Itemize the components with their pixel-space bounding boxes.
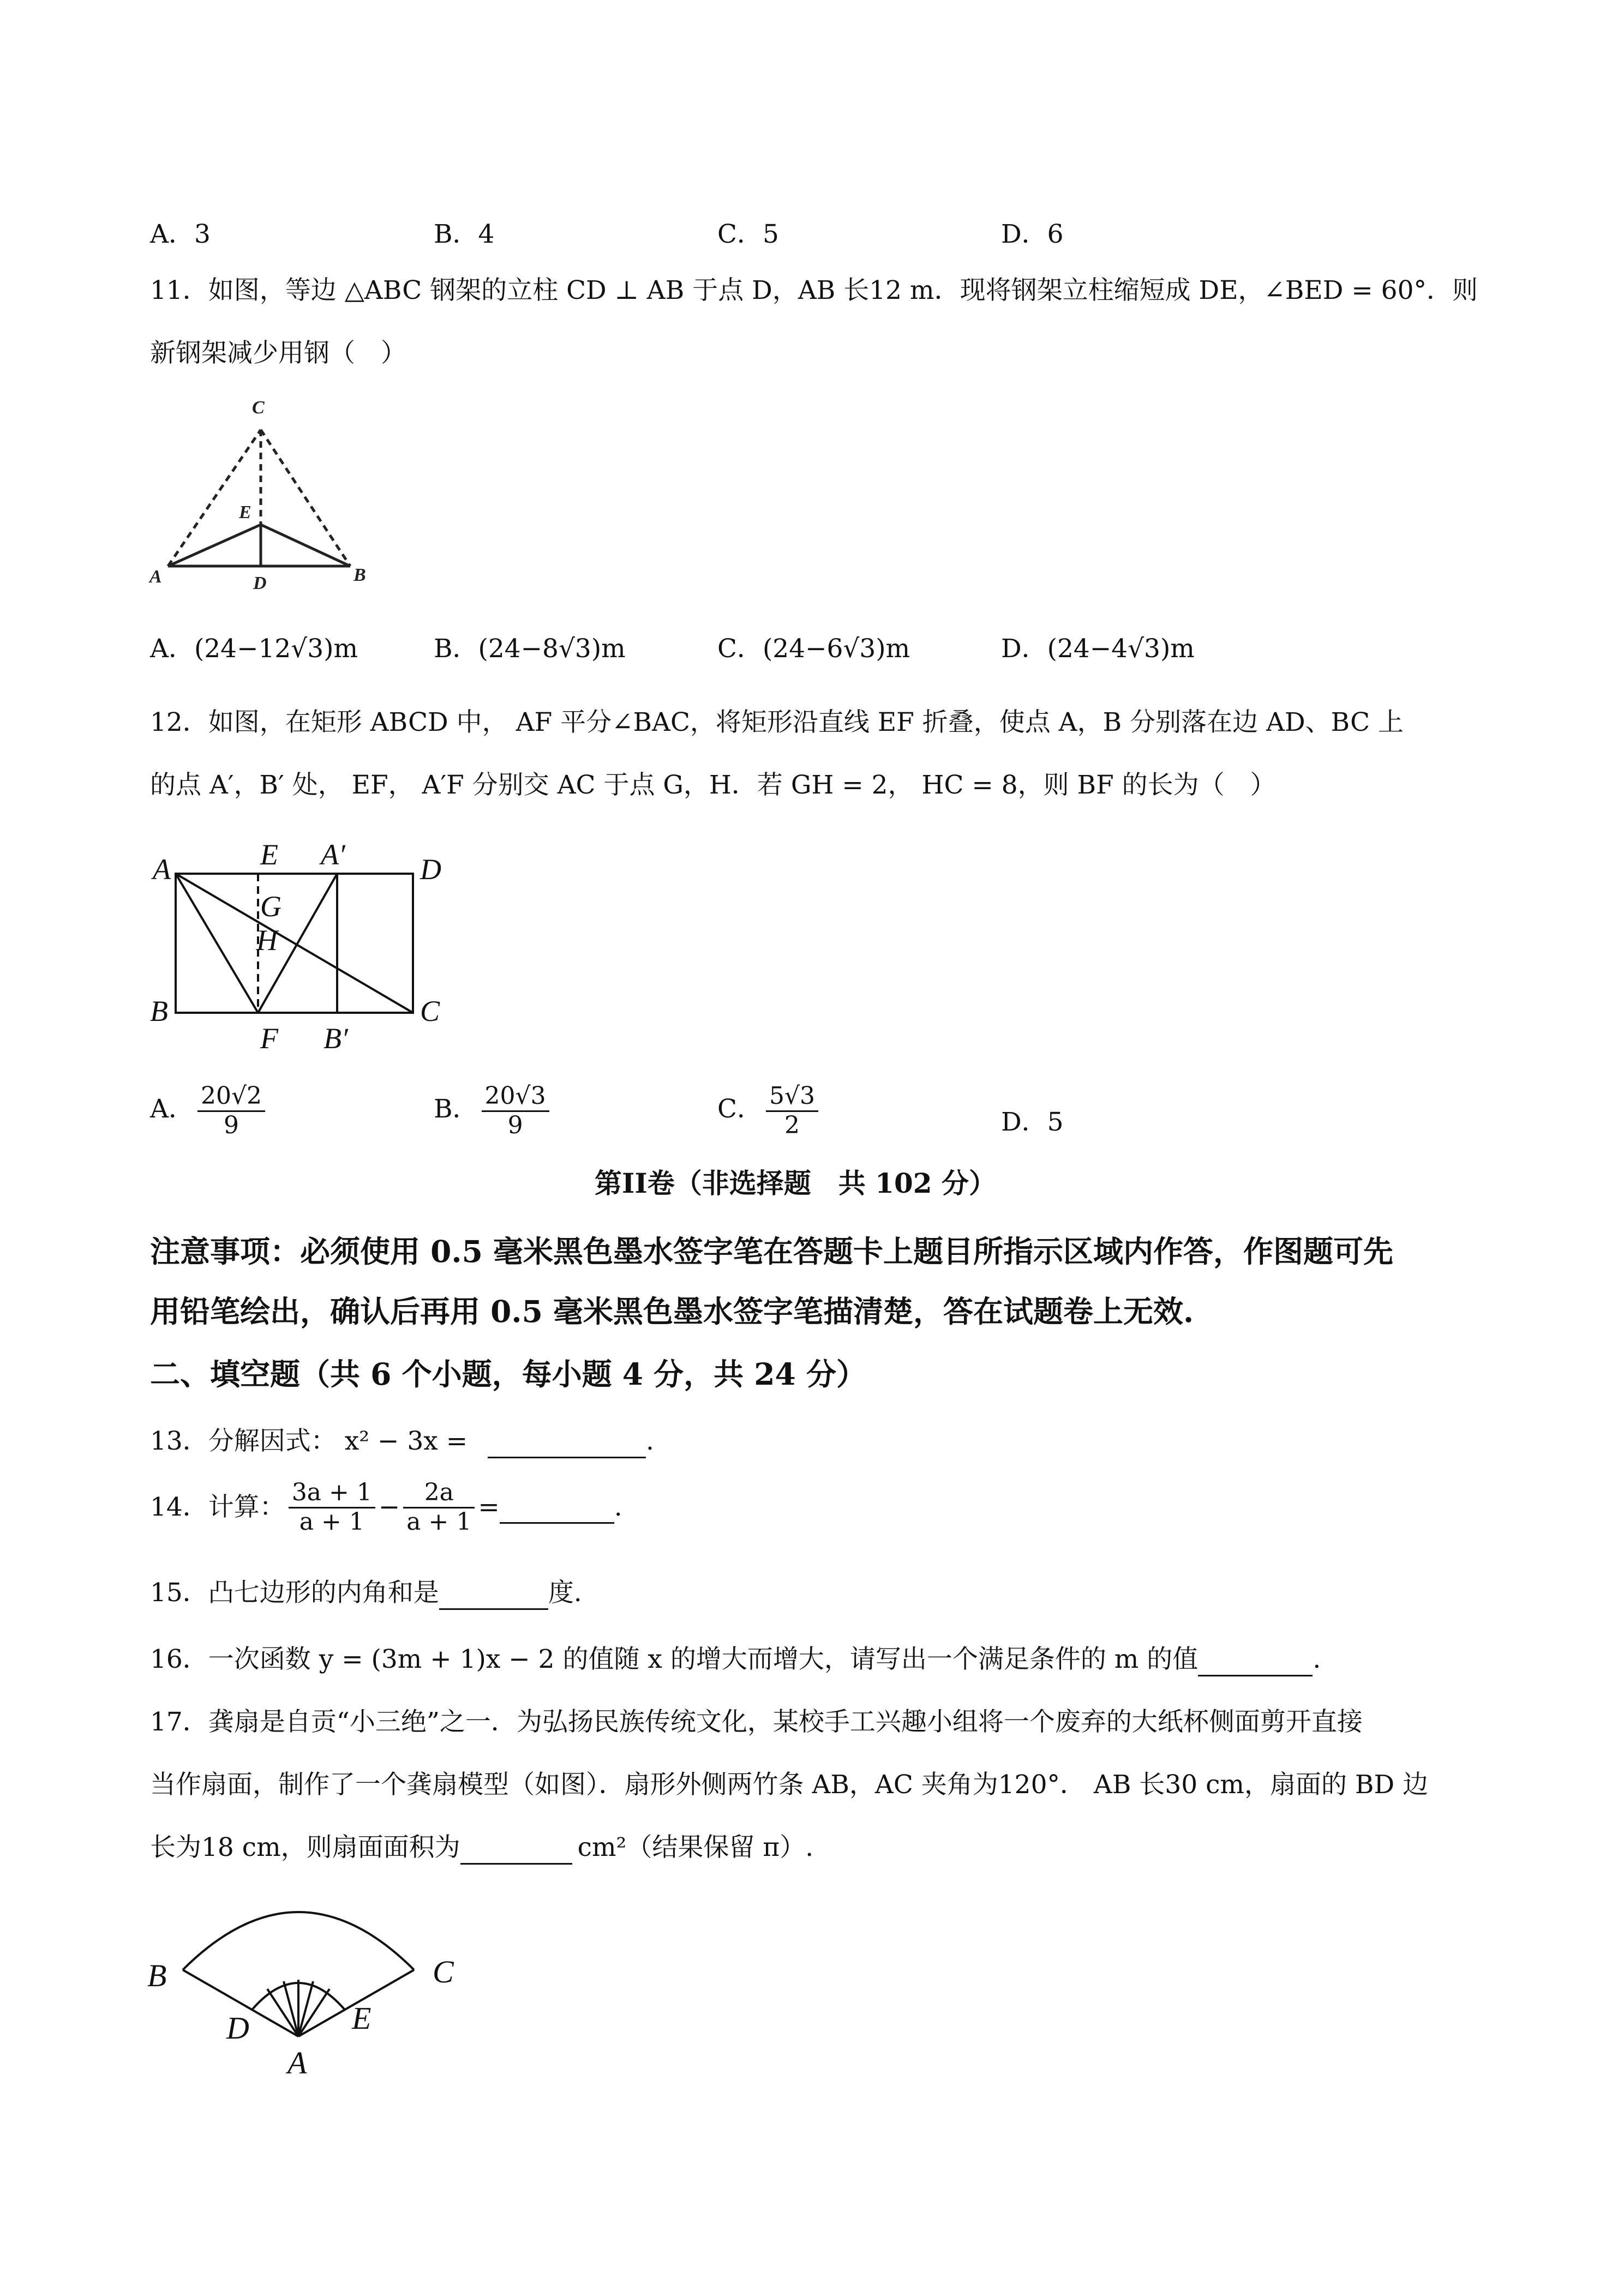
q12-label-d: D [420, 853, 441, 886]
q10-option-b: B．4 [434, 219, 495, 249]
q14-equals: = [478, 1492, 500, 1522]
q16-text: 16．一次函数 y = (3m + 1)x − 2 的值随 x 的增大而增大，请写出一个满足条件的 m 的值 [150, 1644, 1198, 1674]
q11-stem-line1: 11．如图，等边 △ABC 钢架的立柱 CD ⊥ AB 于点 D，AB 长12 m．现将钢架立柱缩短成 DE，∠BED = 60°．则 [150, 275, 1478, 305]
q15-answer-blank[interactable] [439, 1578, 548, 1610]
q17-stem-line1: 17．龚扇是自贡“小三绝”之一．为弘扬民族传统文化，某校手工兴趣小组将一个废弃的大纸杯侧面剪开直接 [150, 1707, 1363, 1737]
q11-label-d: D [253, 573, 267, 593]
q15-prefix: 15．凸七边形的内角和是 [150, 1578, 439, 1608]
q12-diagonal-ac [176, 874, 413, 1013]
section2-notice-line1: 注意事项：必须使用 0.5 毫米黑色墨水签字笔在答题卡上题目所指示区域内作答，作图题可先 [150, 1234, 1393, 1269]
section2-notice-line2: 用铅笔绘出，确认后再用 0.5 毫米黑色墨水签字笔描清楚，答在试题卷上无效. [150, 1294, 1194, 1329]
q10-option-c: C．5 [717, 219, 779, 249]
q12-label-g: G [260, 890, 281, 923]
q12-label-a: A [153, 853, 171, 886]
q17-label-e: E [352, 2000, 371, 2036]
q12-option-b-denominator: 9 [507, 1111, 523, 1139]
q12-stem-line1: 12．如图，在矩形 ABCD 中， AF 平分∠BAC，将矩形沿直线 EF 折叠，使点 A，B 分别落在边 AD、BC 上 [150, 707, 1404, 737]
q14-minus: − [378, 1492, 400, 1522]
q14-fraction1-numerator: 3a + 1 [289, 1479, 375, 1508]
q17-label-c: C [433, 1954, 454, 1990]
q11-option-b: B．(24−8√3)m [434, 634, 626, 664]
q12-label-b-prime: B′ [323, 1022, 348, 1055]
q11-option-c: C．(24−6√3)m [717, 634, 910, 664]
q15-suffix: 度. [548, 1578, 582, 1608]
q15 [150, 1578, 582, 1610]
q17-stem-line3: 长为18 cm，则扇面面积为 cm²（结果保留 π）. [150, 1832, 813, 1865]
q12-option-a-numerator: 20√2 [197, 1083, 265, 1112]
q12-label-f: F [260, 1022, 278, 1055]
q17-label-b: B [147, 1958, 167, 1993]
q16: 16．一次函数 y = (3m + 1)x − 2 的值随 x 的增大而增大，请写出一个满足条件的 m 的值 . [150, 1644, 1321, 1676]
q14-answer-blank[interactable] [500, 1491, 614, 1523]
q12-label-a-prime: A′ [321, 838, 345, 871]
q12-option-b-numerator: 20√3 [482, 1083, 549, 1112]
q17-label-a: A [287, 2045, 307, 2081]
q12-option-c: C． $\frac{5√3}{2}$ [717, 1083, 822, 1139]
q14-fraction2-numerator: 2a [403, 1479, 475, 1508]
q12-label-e: E [260, 838, 278, 871]
q12-option-a-denominator: 9 [223, 1111, 239, 1139]
q10-option-d: D．6 [1001, 219, 1064, 249]
q13-answer-blank[interactable] [488, 1426, 646, 1458]
q12-label-h: H [256, 924, 278, 957]
q11-figure [147, 393, 387, 594]
q11-label-e: E [239, 502, 251, 522]
q12-line-af [176, 874, 258, 1013]
q12-option-c-numerator: 5√3 [766, 1083, 818, 1112]
q12-label-b: B [150, 995, 168, 1027]
q12-label-c: C [420, 995, 440, 1027]
q17-answer-blank[interactable] [460, 1832, 572, 1865]
q10-option-a: A．3 [150, 219, 211, 249]
q17-rib-1 [267, 1989, 298, 2036]
q12-option-b: B． $\frac{20√3}{9}$ [434, 1083, 553, 1139]
q16-answer-blank[interactable] [1198, 1644, 1313, 1676]
q11-label-c: C [252, 398, 265, 418]
q17-fan-figure [139, 1892, 488, 2121]
q17-stem-line2: 当作扇面，制作了一个龚扇模型（如图）．扇形外侧两竹条 AB，AC 夹角为120°． AB 长30 cm，扇面的 BD 边 [150, 1770, 1429, 1800]
q11-option-a: A．(24−12√3)m [150, 634, 358, 664]
q11-label-a: A [149, 567, 162, 587]
q14-fraction1-denominator: a + 1 [299, 1507, 364, 1536]
q13-text: 13．分解因式： x² − 3x = [150, 1426, 468, 1456]
q14: 14．计算： $\frac{3a + 1}{a + 1}$ − $\frac{2a}{a + 1}$ = . [150, 1478, 622, 1536]
q17-outer-arc-bc [183, 1912, 414, 1970]
q14-prefix: 14．计算： [150, 1492, 285, 1522]
q12-option-c-denominator: 2 [784, 1111, 800, 1139]
q12-figure [145, 834, 483, 1058]
fill-in-heading: 二、填空题（共 6 个小题，每小题 4 分，共 24 分） [150, 1356, 866, 1392]
q12-option-d: D．5 [1001, 1107, 1064, 1137]
q11-label-b: B [353, 565, 366, 585]
q11-option-d: D．(24−4√3)m [1001, 634, 1195, 664]
section2-title: 第II卷（非选择题 共 102 分） [595, 1167, 996, 1199]
q12-stem-line2: 的点 A′，B′ 处， EF， A′F 分别交 AC 于点 G，H．若 GH = 2， HC = 8，则 BF 的长为（ ） [150, 770, 1276, 800]
q13: 13．分解因式： x² − 3x = . [150, 1426, 654, 1458]
q12-option-a: A． $\frac{20√2}{9}$ [150, 1083, 268, 1139]
q17-rib-5 [298, 1989, 329, 2036]
q11-stem-line2: 新钢架减少用钢（ ） [150, 338, 406, 368]
q17-label-d: D [226, 2010, 249, 2046]
q14-fraction2-denominator: a + 1 [406, 1507, 472, 1536]
